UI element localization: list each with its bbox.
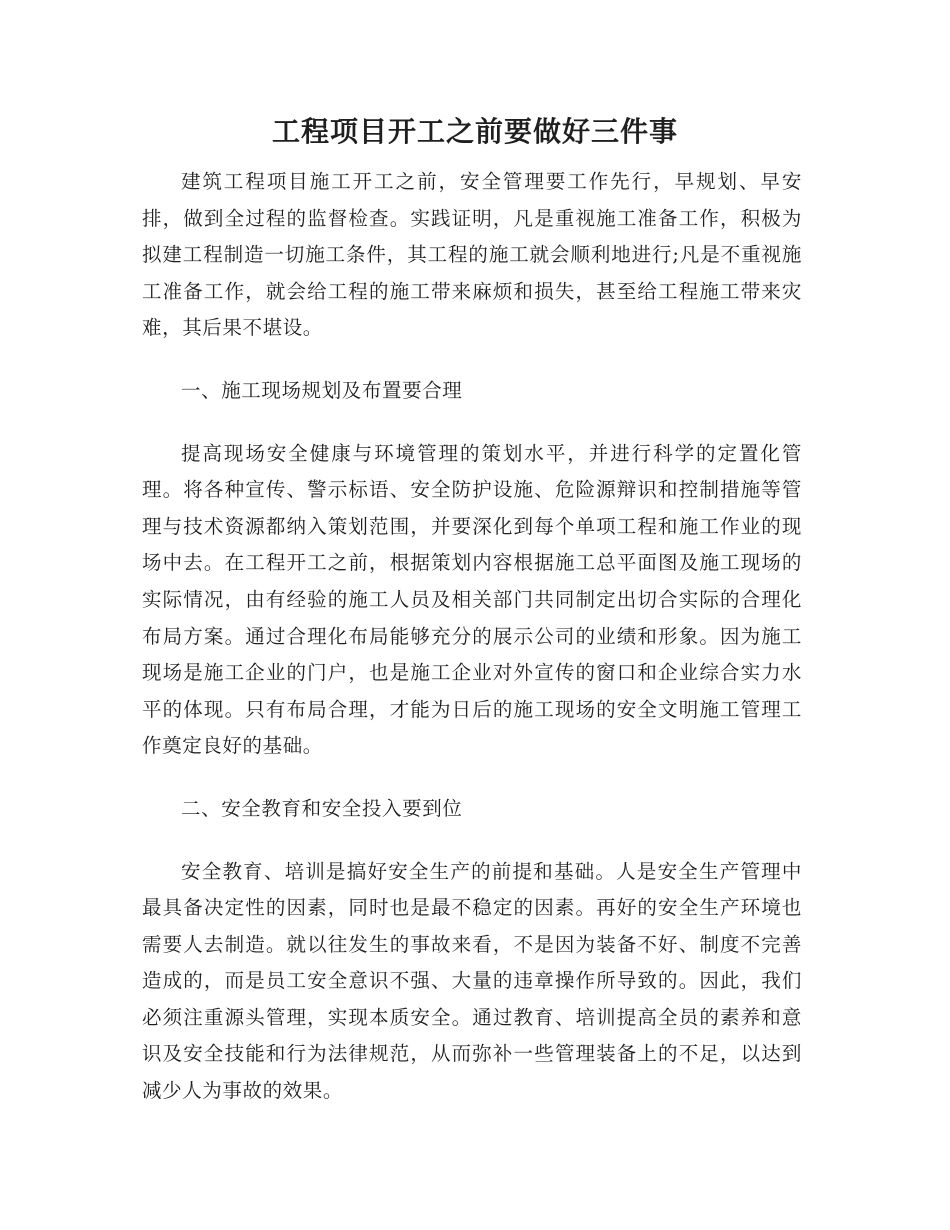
section-paragraph-1: 提高现场安全健康与环境管理的策划水平，并进行科学的定置化管理。将各种宣传、警示标语、安全防护设施、危险源辩识和控制措施等管理与技术资源都纳入策划范围，并要深化到每个单项工程和施工作业的现场中去。在工程开工之前，根据策划内容根据施工总平面图及施工现场的实际情况，由有经验的施工人员及相关部门共同制定出切合实际的合理化布局方案。通过合理化布局能够充分的展示公司的业绩和形象。因为施工现场是施工企业的门户，也是施工企业对外宣传的窗口和企业综合实力水平的体现。只有布局合理，才能为日后的施工现场的安全文明施工管理工作奠定良好的基础。 (142, 441, 802, 758)
paragraph-gap (142, 347, 802, 373)
section-heading-2: 二、安全教育和安全投入要到位 (181, 796, 463, 820)
intro-paragraph: 建筑工程项目施工开工之前，安全管理要工作先行，早规划、早安排，做到全过程的监督检查。实践证明，凡是重视施工准备工作，积极为拟建工程制造一切施工条件，其工程的施工就会顺利地进行;凡是不重视施工准备工作，就会给工程的施工带来麻烦和损失，甚至给工程施工带来灾难，其后果不堪设。 (142, 170, 802, 340)
paragraph-gap (142, 765, 802, 791)
paragraph-gap (142, 828, 802, 854)
section-heading-1: 一、施工现场规划及布置要合理 (181, 378, 463, 402)
document-body (142, 164, 802, 1110)
document-title: 工程项目开工之前要做好三件事 (271, 115, 678, 148)
section-paragraph-2: 安全教育、培训是搞好安全生产的前提和基础。人是安全生产管理中最具备决定性的因素，同时也是最不稳定的因素。再好的安全生产环境也需要人去制造。就以往发生的事故来看，不是因为装备不好、制度不完善造成的，而是员工安全意识不强、大量的违章操作所导致的。因此，我们必须注重源头管理，实现本质安全。通过教育、培训提高全员的素养和意识及安全技能和行为法律规范，从而弥补一些管理装备上的不足，以达到减少人为事故的效果。 (142, 859, 802, 1103)
paragraph-gap (142, 410, 802, 436)
